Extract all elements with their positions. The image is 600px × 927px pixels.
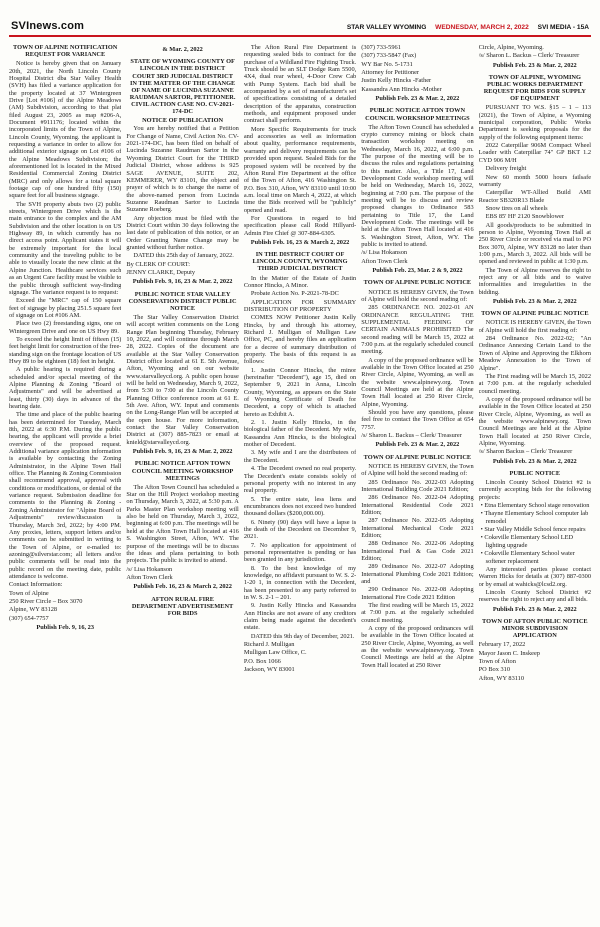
notice-paragraph: 1. Justin Connor Hincks, the minor (hereinafter "Decedent"), age 15, died on September 9, 2021 in Anna, Lincoln County, Wyoming, as appears on the State of Wyoming Certificate of Death for Decedent, a copy of which is attached hereto as Exhibit A. bbox=[243, 366, 357, 418]
notice-line: JENNY CLARKE, Deputy bbox=[126, 268, 196, 276]
notice-heading: TOWN OF AFTON PUBLIC NOTICE MINOR SUBDIVISION APPLICATION bbox=[482, 617, 588, 640]
notice-paragraph: You are hereby notified that a Petition For Change of Name, Civil Action No. CV-2021-174-DC, has been filed on behalf of Lucinda Suzanne Raudman Sartor in the Wyoming District Court for the THIRD Judicial District, whose address is 925 SAGE AVENUE, SUITE 202, KEMMERER, WY 83101, the object and prayer of which is to change the name of the above-named person from Lucinda Suzanne Raudman Sartor to Lucinda Suzanne Roeberg. bbox=[126, 125, 239, 214]
notice-heading: AFTON RURAL FIRE DEPARTMENT ADVERTISEMENT FOR BIDS bbox=[131, 595, 234, 617]
notice-line: Town of Afton bbox=[478, 657, 516, 665]
notice-line: (307) 733-5847 (Fax) bbox=[361, 52, 417, 60]
column-4 bbox=[361, 44, 473, 916]
notice-paragraph: 3. My wife and I are the distributees of the Decedent. bbox=[243, 449, 357, 464]
notice-line: Mayor Jason C. Inskeep bbox=[478, 649, 540, 657]
notice-paragraph: More Specific Requirements for truck and accessories as well as information about quality, performance requirements, warranty and delivery requirements can be provided upon request. Sealed Bids for the proposed system will be received by the Afton Rural Fire Department at the office of the Town of Afton, 416 Washington St. P.O. Box 310, Afton, WY 83110 until 10:00 a.m. local time on March 4, 2022, at which time the Bids received will be "publicly" opened and read. bbox=[243, 125, 357, 214]
publish-line: Publish Feb. 23 & Mar. 2, 2022 bbox=[492, 457, 577, 465]
notice-paragraph: EBS 85' HF 2120 Snowblower bbox=[485, 213, 564, 221]
notice-heading: PUBLIC NOTICE bbox=[509, 469, 561, 477]
notice-heading: TOWN OF ALPINE PUBLIC NOTICE bbox=[363, 453, 472, 461]
publish-line: Publish Feb. 23 & Mar. 2, 2022 bbox=[375, 441, 460, 449]
bullet-item: • Thayne Elementary School computer lab remodel bbox=[480, 510, 589, 525]
masthead-info bbox=[340, 24, 589, 31]
notice-heading: TOWN OF ALPINE, WYOMING PUBLIC WORKS DEPARTMENT REQUEST FOR BIDS FOR SUPPLY OF EQUIPMENT bbox=[483, 74, 586, 103]
notice-paragraph: Any interested parties please contact Warren Hicks for details at (307) 887-0300 or by email at wahicks@lcsd2.org. bbox=[478, 565, 591, 588]
notice-paragraph: Should you have any questions, please feel free to contact the Town Office at 654 7757. bbox=[361, 409, 474, 431]
notice-paragraph: The Town of Alpine reserves the right to reject any or all bids and to waive informalities and irregularities in the bidding. bbox=[478, 266, 591, 296]
notice-paragraph: The SVH property abuts two (2) public streets, Wintergreen Drive which is the main entrance to the complex and the AM Subdivision and the other location is on US Highway 89, in which currently has no direct access point. Applicant states it will be extremely important for the local community and the traveling public to be able to visually locate the new clinic at the Alpine Junction. Healthcare services such as an Urgent Care facility must be visible to the public through sufficient way-finding signage. The variance request is to request: bbox=[9, 200, 122, 296]
notice-line: /s/ Lisa Hokanson bbox=[126, 565, 173, 573]
bullet-item: • Cokeville Elementary School LED lighting upgrade bbox=[480, 534, 574, 549]
publish-line: Publish Feb. 23 & Mar. 2, 2022 bbox=[492, 298, 577, 305]
publish-line: Publish Feb. 23, Mar. 2 & 9, 2022 bbox=[372, 267, 463, 275]
notice-line: Kassandra Ann Hincks -Mother bbox=[361, 85, 442, 93]
notice-paragraph: 2. 1. Justin Kelly Hincks, in the biological father of the Decedent. My wife, Kassandra Ann Hincks, is the biological mother of Decedent. bbox=[243, 419, 357, 449]
publish-line: Publish Feb. 9, 16, 23 & Mar. 2, 2022 bbox=[132, 448, 233, 456]
notice-line: Jackson, WY 83001 bbox=[243, 666, 295, 674]
notice-paragraph: DATED this 25th day of January, 2022. bbox=[133, 252, 234, 260]
publish-line: & Mar. 2, 2022 bbox=[162, 46, 203, 53]
publish-line: Publish Feb. 9, 16, 23 & Mar. 2, 2022 bbox=[132, 278, 233, 286]
masthead-page-number: SVI MEDIA - 15A bbox=[537, 24, 589, 31]
notice-paragraph: 285 Ordinance No. 2022-03 Adopting International Building Code 2021 Edition; bbox=[361, 478, 474, 493]
notice-line: 250 River Circle – Box 3070 bbox=[9, 597, 83, 605]
notice-paragraph: 9. Justin Kelly Hincks and Kassandra Ann Hincks are not aware of any creditors claim being made against the decedent's estate. bbox=[243, 602, 357, 632]
notice-line: Mulligan Law Office, C. bbox=[243, 649, 307, 657]
notice-line: WY Bar No. 5-1731 bbox=[361, 60, 413, 68]
notice-line: Afton Town Clerk bbox=[361, 257, 408, 265]
notice-paragraph: 4. The Decedent owned no real property. The Decedent's estate consists solely of personal property with no interest in any real property. bbox=[243, 465, 357, 495]
notice-line: Alpine, WY 83128 bbox=[9, 606, 58, 614]
notice-line: Richard J. Mulligan bbox=[243, 641, 295, 649]
notice-paragraph: 288 Ordinance No. 2022-06 Adopting International Fuel & Gas Code 2021 Edition; bbox=[361, 540, 474, 562]
notice-paragraph: A copy of the proposed ordinance will be available in the Town Office located at 250 River Circle, Alpine, Wyoming, as well as the website www.alpinewy.org. Town Council Meetings are held at the Alpine Town Hall located at 250 River Circle, Alpine, Wyoming. bbox=[361, 356, 474, 408]
notice-paragraph: 2022 Caterpillar 906M Compact Wheel Loader with Caterpillar 74" GP BKT 1.2 CYD 906 M/H bbox=[478, 142, 591, 164]
notice-line: Circle, Alpine, Wyoming. bbox=[478, 44, 544, 51]
notice-paragraph: A copy of the proposed ordinance will be available in the Town Office located at 250 River Circle, Alpine, Wyoming, as well as the website www.alpinewy.org. Town Council Meetings are held at the Alpine Town Hall located at 250 River Circle, Alpine, Wyoming. bbox=[478, 395, 591, 447]
notice-heading: TOWN OF ALPINE NOTIFICATION REQUEST FOR VARIANCE bbox=[13, 44, 118, 59]
notice-paragraph: 8. To the best knowledge of my knowledge, no affidavit pursuant to W. S. 2-1-20 1, in connection with the Decedent, has been presented to any party referred to in W. S. 2-1 – 201. bbox=[243, 564, 357, 601]
notice-paragraph: Notice is hereby given that on January 20th, 2021, the North Lincoln County Hospital District dba Star Valley Health (SVH) has filed a variance application for the property located at 37 Wintergreen Drive [Lot #106] of the Alpine Meadows (AM) Subdivision, according to that plat filed August 23, 2005 as map #206-A, Document #911176; located within the incorporated limits of the Town of Alpine, Lincoln County, Wyoming. the applicant is requesting a variance in order to allow for additional exterior signage on Lot #106 of the Alpine Meadows Subdivision; the aforementioned lot is located in the Mixed Residential Commercial Zoning District (MRC) and only allows for a total square footage cap of one hundred fifty (150) square feet for all business signage. bbox=[9, 60, 122, 200]
notice-paragraph: 6. Ninety (90) days will have a lapse is the death of the Decedent on December 9, 2021. bbox=[243, 518, 357, 541]
notice-paragraph: NOTICE IS HEREBY GIVEN, the Town of Alpine will hold the first reading of: bbox=[478, 319, 591, 334]
notice-paragraph: COMES NOW Petitioner Justin Kelly Hincks, by and through his attorney, Richard J. Mulligan of Mulligan Law Office, PC, and hereby files an application for a decree of summary distribution of property. The basis of this request is as follows: bbox=[243, 314, 357, 366]
notice-line: P.O. Box 1066 bbox=[243, 657, 281, 665]
publish-line: Publish Feb. 23 & Mar. 2, 2022 bbox=[492, 61, 577, 69]
notice-paragraph: NOTICE IS HEREBY GIVEN, the Town of Alpine will hold the second reading of: bbox=[361, 462, 474, 478]
notice-paragraph: Delivery freight bbox=[485, 165, 527, 173]
notice-line: Contact Information: bbox=[9, 581, 63, 589]
notice-paragraph: A copy of the proposed ordinances will be available in the Town Office located at 250 River Circle, Alpine, Wyoming, as well as the website www.alpinewy.org. Town Council Meetings are held at the Alpine Town Hall located at 250 River bbox=[361, 625, 474, 669]
notice-heading: PUBLIC NOTICE AFTON TOWN COUNCIL WORKSHOP MEETINGS bbox=[365, 107, 470, 122]
notice-paragraph: PURSUANT TO W.S. §15 – 1 – 113 (2021), the Town of Alpine, a Wyoming municipal corporation, Public Works Department is seeking proposals for the supply of the following equipment items: bbox=[478, 104, 591, 141]
notice-paragraph: In the Matter of the Estate of Justin Connor Hincks, A Minor. bbox=[243, 274, 357, 289]
bullet-item: • Etna Elementary School stage renovation bbox=[480, 502, 590, 510]
notice-line: February 17, 2022 bbox=[478, 641, 526, 649]
notice-paragraph: 5. The entire state, less liens and encumbrances does not exceed two hundred thousand dollars ($200,000.00). bbox=[243, 495, 357, 518]
notice-paragraph: For Questions in regard to bid specification please call Rodd Hillyard-Admin Fire Chief @ 307-884-6305. bbox=[243, 214, 357, 237]
notice-subheading: NOTICE OF PUBLICATION bbox=[142, 117, 224, 125]
notice-line: /s/ Sharon L. Backus – Clerk/ Treasurer bbox=[478, 52, 580, 60]
notice-paragraph: The Star Valley Conservation District will accept written comments on the Long Range Plan beginning Thursday, February 10, 2022, and will continue through March 28, 2022. Copies of the document are available at the Star Valley Conservation District office located at 61 E. 5th Avenue, Afton, Wyoming and on our website www.starvalleycd.org. A public open house will be held on Wednesday, March 9, 2022, from 5:30 to 7:00 at the Lincoln County Planning Office conference room at 61 E. 5th Ave. Afton, WY. Input and comments on the Long-Range Plan will be accepted at the open house. For more information, contact the Star Valley Conservation District at (307) 885-7823 or email at knield@starvalleycd.org. bbox=[126, 313, 239, 446]
notice-heading: STATE OF WYOMING COUNTY OF LINCOLN IN THE DISTRICT COURT 3RD JUDICIAL DISTRICT IN THE MATTER OF THE CHANGE OF NAME OF LUCINDA SUZANNE RAUDMAN SARTOR, PETITIONER. CIVIL ACTION CASE NO. CV-2021-174-DC bbox=[129, 58, 236, 115]
notice-paragraph: 284 Ordinance No. 2022-02; "An Ordinance Annexing Certain Land to the Town of Alpine and Approving the Elkhorn Meadow Annexation to the Town of Alpine". bbox=[478, 335, 591, 372]
bullet-item: • Star Valley Middle School fence repairs bbox=[480, 526, 586, 534]
notice-paragraph: Probate Action No. P-2021-78-DC bbox=[250, 290, 339, 298]
notice-paragraph: The Afton Rural Fire Department is requesting sealed bids to contract for the purchase of a Wildland Fire Fighting Truck. Truck should be an SLT Dodge Ram 5500, 4X4, dual rear wheel, 4-Door Crew Cab with Pump System. Each bid shall be accompanied by a set of manufacturer's set of specifications consisting of a detailed description of the apparatus, construction methods, and equipment proposed under contract shall perform. bbox=[243, 44, 357, 125]
publish-line: Publish Feb. 9, 16, 23 bbox=[36, 623, 95, 631]
publish-line: Publish Feb. 16, 23 & March 2, 2022 bbox=[250, 238, 350, 246]
notice-paragraph: 286 Ordinance No. 2022-04 Adopting International Residential Code 2021 Edition; bbox=[361, 494, 474, 516]
masthead bbox=[9, 20, 591, 35]
notice-paragraph: The Afton Town Council has scheduled a crypto currency mining or block chain transaction workshop meeting on Wednesday, March 16, 2022, at 6:00 p.m. The purpose of the meeting will be to discuss the rules and regulations pertaining to this matter. Also, a Title 17, Land Development Code workshop meeting will be held on Wednesday, March 16, 2022, beginning at 7:00 p.m. The purpose of the meeting will be to discuss and review proposed changes to Ordinance 583 pertaining to Title 17, the Land Development Code. The meetings will be held at the Afton Town Hall located at 416 S. Washington Street, Afton, WY. The public is invited to attend. bbox=[361, 123, 474, 249]
column-3 bbox=[244, 44, 356, 916]
notice-line: /s/ Sharon Backus – Clerk/ Treasurer bbox=[478, 448, 573, 456]
notice-paragraph: 7. No application for appointment of personal representative is pending or has been granted in any jurisdiction. bbox=[243, 541, 357, 564]
notice-paragraph: NOTICE IS HEREBY GIVEN, the Town of Alpine will hold the second reading of: bbox=[361, 288, 474, 303]
notice-paragraph: Snow tires on all wheels bbox=[485, 204, 548, 212]
notice-paragraph: Any objection must be filed with the District Court within 30 days following the last date of publication of this notice, or an Order Granting Name Change may be granted without further notice. bbox=[126, 214, 239, 251]
site-logo: SVInews.com bbox=[11, 20, 85, 32]
publish-line: Publish Feb. 23 & Mar. 2, 2022 bbox=[492, 605, 577, 613]
notice-line: By CLERK OF COURT: bbox=[126, 260, 191, 268]
publish-line: Publish Feb. 16, 23 & March 2, 2022 bbox=[133, 583, 232, 591]
notice-paragraph: 287 Ordinance No. 2022-05 Adopting International Mechanical Code 2021 Edition; bbox=[361, 517, 474, 539]
notice-line: Justin Kelly Hincks -Father bbox=[361, 77, 432, 85]
masthead-date: WEDNESDAY, MARCH 2, 2022 bbox=[435, 24, 529, 31]
notice-paragraph: Lincoln County School District #2 reserves the right to reject any and all bids. bbox=[478, 588, 591, 604]
notice-heading: PUBLIC NOTICE AFTON TOWN COUNCIL MEETING WORKSHOP MEETINGS bbox=[131, 460, 234, 482]
column-5 bbox=[479, 44, 591, 916]
notice-line: (307) 733-5961 bbox=[361, 44, 401, 51]
notice-heading: PUBLIC NOTICE STAR VALLEY CONSERVATION DISTRICT PUBLIC NOTICE bbox=[128, 290, 237, 312]
notice-heading: TOWN OF ALPINE PUBLIC NOTICE bbox=[363, 279, 472, 287]
notice-heading: IN THE DISTRICT COURT OF LINCOLN COUNTY, WYOMING THIRD JUDICIAL DISTRICT bbox=[252, 251, 348, 273]
notice-paragraph: DATED this 9th day of December, 2021. bbox=[250, 632, 355, 640]
notice-paragraph: 285 ORDINANCE NO. 2022-01 AN ORDINANCE REGULATING THE SUPPLEMENTAL FEEDING OF CERTAIN ANIMALS PROHIBITED The second reading will be March 15, 2022 at 7:00 p.m. at the regularly scheduled council meeting. bbox=[361, 304, 474, 356]
notice-paragraph: To exceed the height limit of fifteen (15) feet height limit for construction of the free-standing sign on the frontage location of US Hwy 89 to be eighteen (18) feet in height. bbox=[9, 335, 122, 365]
notice-paragraph: 290 Ordinance No. 2022-08 Adopting International Fire Code 2021 Edition bbox=[361, 586, 474, 601]
notice-line: Town of Alpine bbox=[9, 589, 49, 597]
notice-line: (307) 654-7757 bbox=[9, 614, 49, 622]
masthead-location: STAR VALLEY WYOMING bbox=[346, 24, 427, 31]
column-2 bbox=[126, 44, 238, 916]
column-1 bbox=[9, 44, 121, 916]
notice-line: Attorney for Petitioner bbox=[361, 69, 420, 77]
bullet-item: • Cokeville Elementary School water softener replacement bbox=[480, 550, 575, 565]
notice-paragraph: The Afton Town Council has scheduled a Star on the Hill Project workshop meeting on Thursday, March 3, 2022, at 5:30 p.m. A Parks Master Plan workshop meeting will also be held on Thursday, March 3, 2022, beginning at 6:00 p.m. The meetings will be held at the Afton Town Hall located at 416 S. Washington Street, Afton, WY. The purpose of the meetings will be to discuss the ideas and plans pertaining to both projects. The public is invited to attend. bbox=[126, 483, 239, 565]
notice-paragraph: Caterpillar WT-Allied Build AMI Reactor SB320R13 Blade bbox=[478, 189, 591, 204]
notice-paragraph: All goods/products to be submitted in person to Alpine, Wyoming Town Hall at 250 River Circle or received via mail to PO Box 3070, Alpine, WY 83128 no later than 1:00 p.m., March 3, 2022. All bids will be opened and reviewed in public at 1:30 p.m. bbox=[478, 221, 591, 266]
legal-notices-area bbox=[9, 44, 591, 916]
notice-paragraph: New 60 month 5000 hours failsafe warranty bbox=[478, 173, 591, 188]
notice-line: /s/ Lisa Hokanson bbox=[361, 249, 408, 257]
notice-paragraph: Exceed the "MRC" cap of 150 square feet of signage by placing 251.5 square feet of signage on Lot #106 AM. bbox=[9, 297, 122, 319]
masthead-divider-rule bbox=[9, 35, 591, 37]
publish-line: Publish Feb. 23 & Mar. 2, 2022 bbox=[375, 95, 460, 103]
notice-heading: TOWN OF ALPINE PUBLIC NOTICE bbox=[481, 310, 589, 318]
notice-paragraph: 289 Ordinance No. 2022-07 Adopting International Plumbing Code 2021 Edition; and bbox=[361, 563, 474, 586]
notice-paragraph: The First reading will be March 15, 2022 at 7:00 p.m. at the regularly scheduled council meeting. bbox=[478, 372, 591, 395]
notice-line: Afton Town Clerk bbox=[126, 573, 173, 581]
notice-paragraph: Lincoln County School District #2 is currently accepting bids for the following projects: bbox=[478, 479, 591, 501]
notice-paragraph: The first reading will be March 15, 2022 at 7:00 p.m. at the regularly scheduled council meeting. bbox=[361, 602, 474, 624]
notice-paragraph: Place two (2) freestanding signs, one on Wintergreen Drive and one on US Hwy 89. bbox=[9, 320, 122, 335]
notice-line: Afton, WY 83110 bbox=[478, 674, 525, 682]
notice-paragraph: The time and place of the public hearing has been determined for Tuesday, March 8th, 2022 at 6:30 P.M. During the public hearing, the applicant will provide a brief overview of the proposed request. Additional variance application information is available by contacting the Zoning Administrator, in the Alpine Town Hall office. The Planning & Zoning Commission shall recommend approval, approval with conditions or modifications, or denial of the variance request. Submission deadline for comments to the Planning & Zoning - Zoning Administrator for "Alpine Board of Adjustments" review/discussion is Thursday, March 3rd, 2022; by 4:00 PM. Any proxies, letters, support letters and/or comments can be submitted in writing to the Town of Alpine, or e-mailed to: azoning@silverstar.com; all letters and/or public comments will be read into the public record on the meeting date, public attendance is welcome. bbox=[9, 411, 122, 580]
notice-paragraph: APPLICATION FOR SUMMARY DISTRIBUTION OF PROPERTY bbox=[243, 298, 357, 313]
notice-paragraph: A public hearing is required during a scheduled and/or special meeting of the Alpine Planning & Zoning "Board of Adjustments" and will be advertised at least, thirty (30) days in advance of the hearing date. bbox=[9, 366, 122, 410]
notice-line: PO Box 310 bbox=[478, 666, 510, 674]
notice-line: /s/ Sharon L. Backus – Clerk/ Treasurer bbox=[361, 432, 462, 440]
